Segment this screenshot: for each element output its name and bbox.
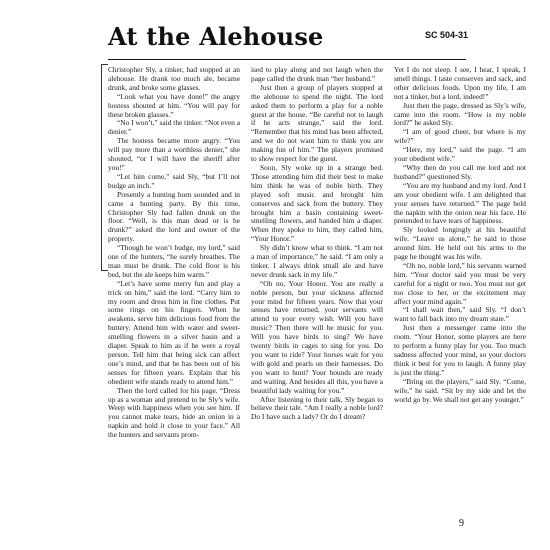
paragraph: “You are my husband and my lord. And I am your obedient wife. I am delighted that your senses have returned.” The page held the napkin with the onion near his face. He pretended to have tears of happiness. — [394, 180, 526, 226]
paragraph: “Here, my lord,” said the page. “I am your obedient wife.” — [394, 145, 526, 164]
paragraph: After listening to their talk, Sly began to believe their tale. “Am I really a noble lord? Do I have such a lady? Or do I dream? — [251, 394, 383, 422]
paragraph: Sly looked longingly at his beautiful wife. “Leave us alone,” he said to those around him. He held out his arms to the page he thought was his wife. — [394, 225, 526, 262]
paragraph: “Look what you have done!” the angry hostess shouted at him. “You will pay for these broken glasses.” — [108, 91, 240, 119]
paragraph: “No I won’t,” said the tinker. “Not even a denier.” — [108, 118, 241, 137]
margin-bracket — [101, 64, 108, 271]
page-number: 9 — [459, 518, 464, 529]
paragraph: Just then a messenger came into the room. “Your Honor, some players are here to perform a funny play for you. Too much sadness affected your mind, so your doctors think it best for you to laugh. A funny play is just the thing.” — [394, 323, 526, 377]
paragraph: ised to play along and not laugh when the page called the drunk man “her husband.” — [251, 65, 383, 83]
paragraph: “Let him come,” said Sly, “but I’ll not budge an inch.” — [108, 171, 240, 190]
title-rule — [108, 59, 466, 60]
paragraph: Then the lord called for his page. “Dress up as a woman and pretend to be Sly’s wife. Weep with happiness when you see him. If you cannot make tears, hide an onion in a napkin and hold it close to your face.” All the hunters and servants prom- — [108, 385, 240, 440]
document-code: SC 504-31 — [424, 30, 468, 40]
paragraph: Soon, Sly woke up in a strange bed. Those attending him did their best to make him think he was of noble birth. They played soft music and brought him conserves and sack from the buttery. They brought him a basin containing sweet-smelling flowers, and handed him a diaper. When they spoke to him, they called him, “Your Honor.” — [251, 162, 383, 244]
paragraph: Yet I do not sleep. I see, I hear, I speak, I smell things. I taste conserves and sack, and other delicious foods. Upon my life, I am not a tinker, but a lord, indeed!” — [394, 65, 526, 101]
paragraph: Just then a group of players stopped at the alehouse to spend the night. The lord asked them to perform a play for a noble guest at the house. “Be careful not to laugh if he acts strange,” said the lord. “Remember that his mind has been affected, and we do not want him to think you are making fun of him.” The players promised to show respect for the guest. — [251, 82, 383, 164]
text-column-1 — [108, 66, 240, 440]
paragraph: Presently a hunting horn sounded and in came a hunting party. By this time, Christopher Sly had fallen drunk on the floor. “Well, is this man dead or is he drunk?” asked the lord and owner of the property. — [108, 189, 240, 244]
page-title: At the Alehouse — [108, 22, 324, 51]
text-column-2 — [251, 66, 383, 422]
paragraph: Christopher Sly, a tinker, had stopped at an alehouse. He drank too much ale, became drunk, and broke some glasses. — [108, 65, 240, 92]
paragraph: “I am of good cheer, but where is my wife?” — [394, 127, 526, 146]
paragraph: “Let’s have some merry fun and play a trick on him,” said the lord. “Carry him to my room and dress him in fine clothes. Put some rings on his fingers. When he awakens, serve him delicious food from the buttery. Attend him with water and sweet-smelling flowers in a silver basin and a diaper. Speak to him as if he were a royal person. Tell him that being sick can affect one’s mind, and that he has been out of his senses for fifteen years. Explain that his obedient wife stands ready to attend him.” — [108, 278, 240, 386]
paragraph: “I shall wait then,” said Sly. “I don’t want to fall back into my dream state.” — [394, 305, 526, 324]
paragraph: “Bring on the players,” said Sly. “Come, wife,” he said. “Sit by my side and let the world go by. We shall not get any younger.” — [394, 376, 526, 404]
paragraph: The hostess became more angry. “You will pay more than a worthless denier,” she shouted, “or I will have the sheriff after you!” — [108, 136, 240, 172]
paragraph: Just then the page, dressed as Sly’s wife, came into the room. “How is my noble lord?” he asked Sly. — [394, 100, 526, 128]
paragraph: “Though he won’t budge, my lord,” said one of the hunters, “he surely breathes. The man must be drunk. The cold floor is his bed, but the ale keeps him warm.” — [108, 243, 240, 279]
paragraph: “Oh no, noble lord,” his servants warned him. “Your doctor said you must be very careful for a night or two. You must not get too close to her, or the excitement may affect your mind again.” — [394, 260, 526, 306]
paragraph: “Why then do you call me lord and not husband?” questioned Sly. — [394, 162, 526, 181]
text-column-3 — [394, 66, 526, 404]
paragraph: Sly didn’t know what to think. “I am not a man of importance,” he said. “I am only a tinker. I always drink small ale and have never drunk sack in my life.” — [251, 243, 383, 279]
paragraph: “Oh no, Your Honor. You are really a noble person, but your sickness affected your mind for fifteen years. Now that your senses have returned, your servants will attend to your every wish. Will you have music? Then there will be music for you. Will you have birds to sing? We have twenty birds in cages to sing for you. Do you want to ride? Your horses wait for you with gold and pearls on their harnesses. Do you want to hunt? Your hounds are ready and waiting. And besides all this, you have a beautiful lady waiting for you.” — [251, 278, 383, 395]
